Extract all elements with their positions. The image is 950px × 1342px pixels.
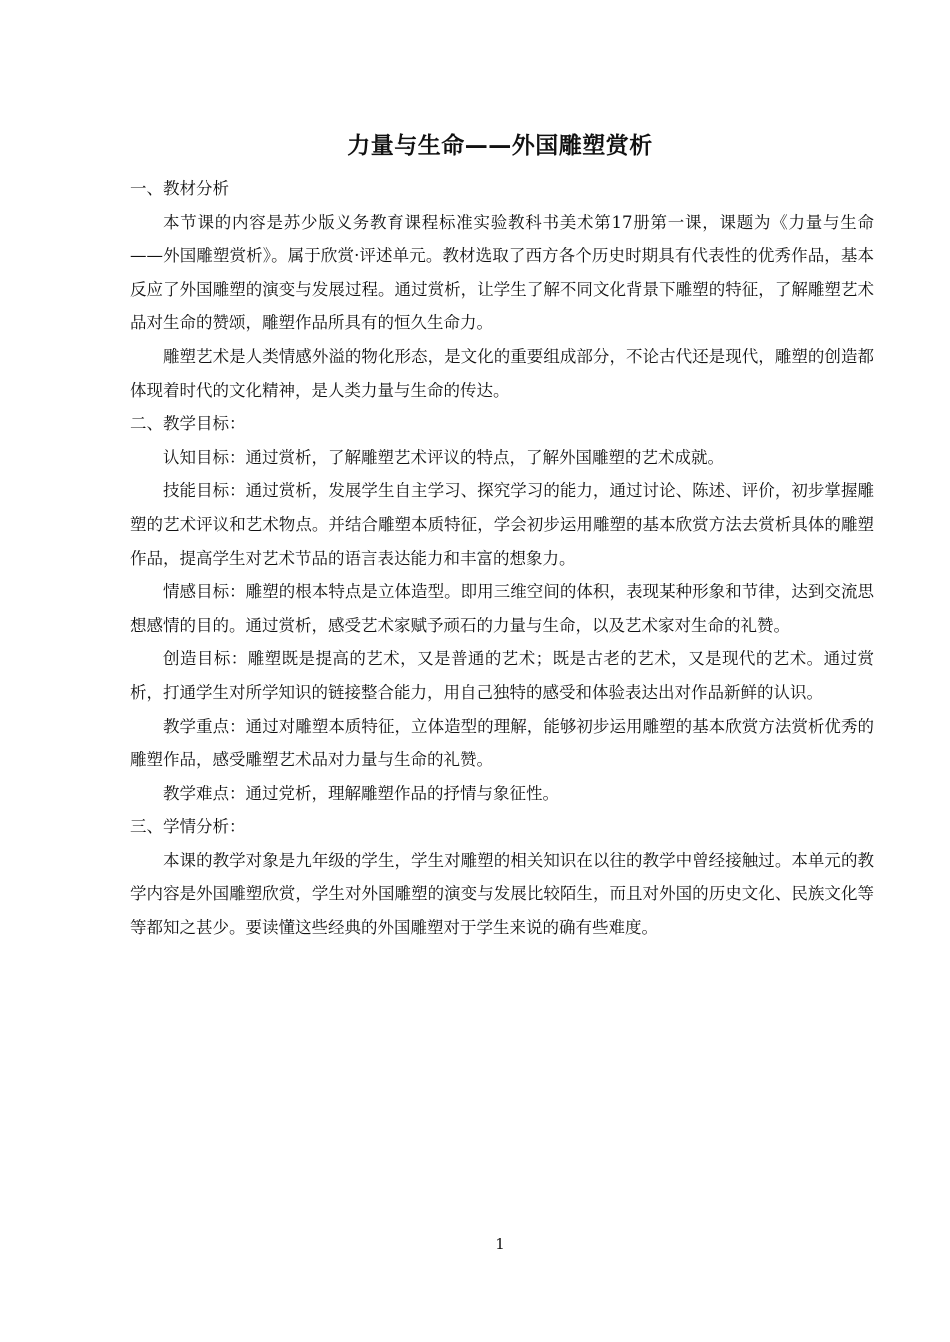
body-paragraph: 雕塑艺术是人类情感外溢的物化形态，是文化的重要组成部分，不论古代还是现代，雕塑的创造都体现着时代的文化精神，是人类力量与生命的传达。 [130,346,874,400]
body-paragraph: 本节课的内容是苏少版义务教育课程标准实验教科书美术第17册第一课，课题为《力量与生命——外国雕塑赏析》。属于欣赏·评述单元。教材选取了西方各个历史时期具有代表性的优秀作品，基本反应了外国雕塑的演变与发展过程。通过赏析，让学生了解不同文化背景下雕塑的特征，了解雕塑艺术品对生命的赞颂，雕塑作品所具有的恒久生命力。 [130,212,874,333]
body-paragraph: 创造目标：雕塑既是提高的艺术，又是普通的艺术；既是古老的艺术，又是现代的艺术。通过赏析，打通学生对所学知识的链接整合能力，用自己独特的感受和体验表达出对作品新鲜的认识。 [130,649,874,702]
section-heading: 二、教学目标： [130,414,246,434]
document-title: 力量与生命——外国雕塑赏析 [347,133,653,159]
body-paragraph: 技能目标：通过赏析，发展学生自主学习、探究学习的能力，通过讨论、陈述、评价，初步掌握雕塑的艺术评议和艺术物点。并结合雕塑本质特征，学会初步运用雕塑的基本欣赏方法去赏析具体的雕塑作品，提高学生对艺术节品的语言表达能力和丰富的想象力。 [130,481,874,568]
document-body [130,172,874,945]
section-heading: 一、教材分析 [130,179,229,198]
section-heading: 三、学情分析： [130,817,246,837]
body-paragraph: 教学重点：通过对雕塑本质特征，立体造型的理解，能够初步运用雕塑的基本欣赏方法赏析优秀的雕塑作品，感受雕塑艺术品对力量与生命的礼赞。 [130,716,874,770]
body-paragraph: 认知目标：通过赏析，了解雕塑艺术评议的特点，了解外国雕塑的艺术成就。 [163,447,724,467]
body-paragraph: 教学难点：通过党析，理解雕塑作品的抒情与象征性。 [163,783,559,803]
page-number: 1 [495,1235,505,1253]
body-paragraph: 情感目标：雕塑的根本特点是立体造型。即用三维空间的体积，表现某种形象和节律，达到交流思想感情的目的。通过赏析，感受艺术家赋予顽石的力量与生命，以及艺术家对生命的礼赞。 [130,582,874,635]
body-paragraph: 本课的教学对象是九年级的学生，学生对雕塑的相关知识在以往的教学中曾经接触过。本单元的教学内容是外国雕塑欣赏，学生对外国雕塑的演变与发展比较陌生，而且对外国的历史文化、民族文化等等都知之甚少。要读懂这些经典的外国雕塑对于学生来说的确有些难度。 [130,850,874,938]
